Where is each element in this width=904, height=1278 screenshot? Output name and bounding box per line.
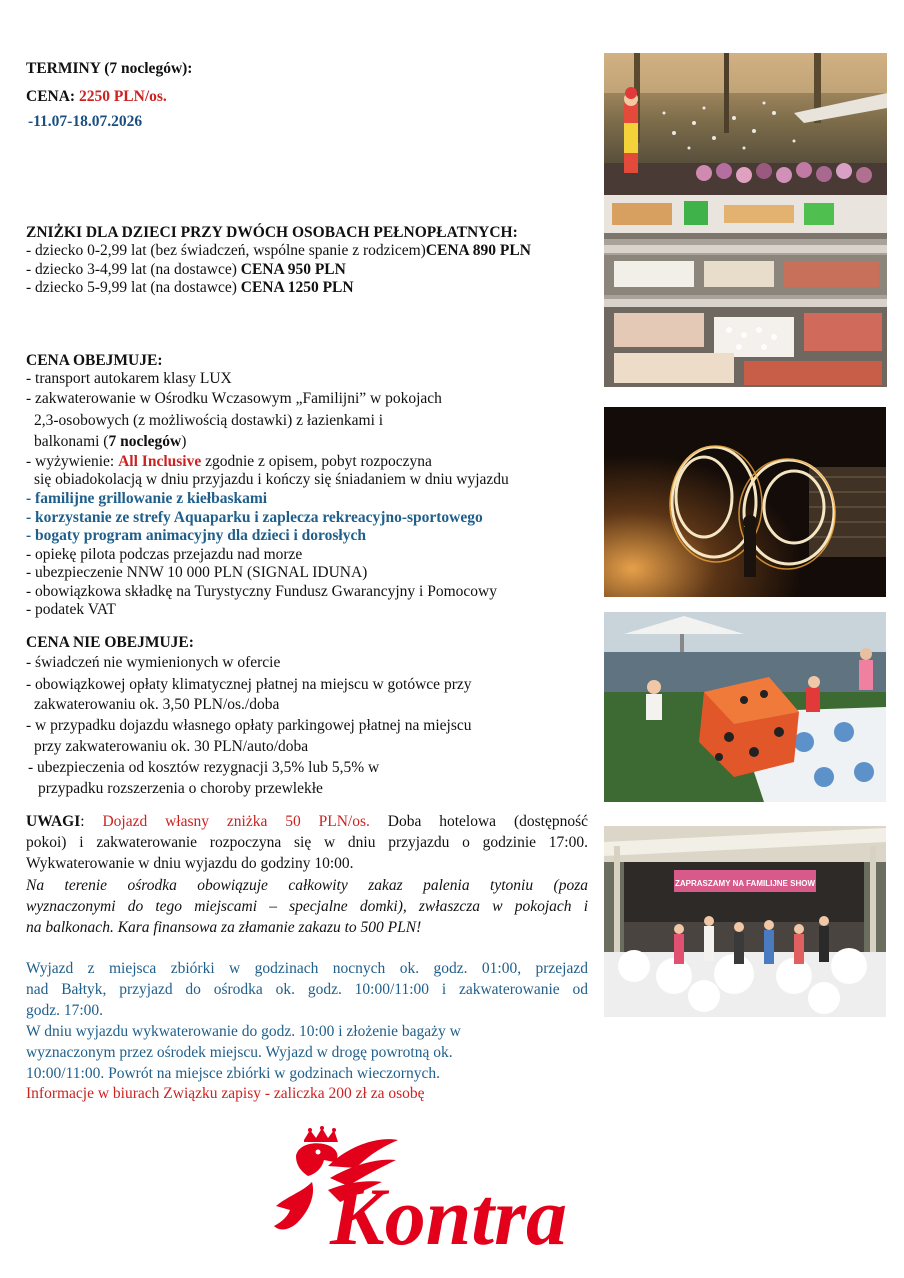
list-item: - korzystanie ze strefy Aquaparku i zaplecza rekreacyjno-sportowego xyxy=(26,509,483,526)
list-item: przy zakwaterowaniu ok. 30 PLN/auto/doba xyxy=(34,738,309,755)
list-item: - obowiązkowa składkę na Turystyczny Fundusz Gwarancyjny i Pomocowy xyxy=(26,583,497,600)
list-item: - familijne grillowanie z kiełbaskami xyxy=(26,490,268,507)
list-item: - wyżywienie: All Inclusive zgodnie z opisem, pobyt rozpoczyna xyxy=(26,453,432,470)
smoking-note: wyznaczonymi do tego miejscami – specjalne domki), zwłaszcza w pokojach i xyxy=(26,898,588,915)
foam-show-photo xyxy=(604,826,886,1017)
list-item: - transport autokarem klasy LUX xyxy=(26,370,232,387)
list-item: - ubezpieczenie NNW 10 000 PLN (SIGNAL IDUNA) xyxy=(26,564,368,581)
includes-title: CENA OBEJMUJE: xyxy=(26,352,163,369)
list-item: 2,3-osobowych (z możliwością dostawki) z łazienkami i xyxy=(34,412,384,429)
games-photo xyxy=(604,612,886,802)
smoking-note: Na terenie ośrodka obowiązuje całkowity zakaz palenia tytoniu (poza xyxy=(26,877,588,894)
list-item: się obiadokolacją w dniu przyjazdu i kończy się śniadaniem w dniu wyjazdu xyxy=(34,471,509,488)
clown-party-photo xyxy=(604,53,887,195)
buffet-photo xyxy=(604,195,887,387)
terminy-heading: TERMINY (7 noclegów): xyxy=(26,60,193,77)
discount-item: - dziecko 0-2,99 lat (bez świadczeń, wspólne spanie z rodzicem)CENA 890 PLN xyxy=(26,242,531,259)
info-line: Informacje w biurach Związku zapisy - zaliczka 200 zł za osobę xyxy=(26,1085,425,1102)
discount-item: - dziecko 5-9,99 lat (na dostawce) CENA 1250 PLN xyxy=(26,279,354,296)
price-line xyxy=(26,88,167,105)
travel-line: godz. 17:00. xyxy=(26,1002,104,1019)
smoking-note: na balkonach. Kara finansowa za złamanie zakazu to 500 PLN! xyxy=(26,919,422,936)
notes-line: UWAGI: Dojazd własny zniżka 50 PLN/os. Doba hotelowa (dostępność xyxy=(26,813,588,830)
list-item: - zakwaterowanie w Ośrodku Wczasowym „Familijni” w pokojach xyxy=(26,390,442,407)
logo-wordmark: Kontra xyxy=(330,1171,567,1262)
uwagi-label: UWAGI xyxy=(26,813,81,830)
stage-banner-text: ZAPRASZAMY NA FAMILIJNE SHOW xyxy=(674,879,816,888)
dates: -11.07-18.07.2026 xyxy=(28,113,143,130)
own-transport-discount: Dojazd własny zniżka 50 PLN/os. xyxy=(102,813,370,830)
fire-show-photo xyxy=(604,407,886,597)
travel-line: Wyjazd z miejsca zbiórki w godzinach nocnych ok. godz. 01:00, przejazd xyxy=(26,960,588,977)
discounts-title: ZNIŻKI DLA DZIECI PRZY DWÓCH OSOBACH PEŁNOPŁATNYCH: xyxy=(26,224,518,241)
kontra-logo xyxy=(268,1126,588,1266)
travel-line: nad Bałtyk, przyjazd do ośrodka ok. godz. 10:00/11:00 i zakwaterowanie od xyxy=(26,981,588,998)
list-item: - bogaty program animacyjny dla dzieci i dorosłych xyxy=(26,527,366,544)
travel-line: W dniu wyjazdu wykwaterowanie do godz. 10:00 i złożenie bagaży w xyxy=(26,1023,461,1040)
list-item: - świadczeń nie wymienionych w ofercie xyxy=(26,654,281,671)
price-label: CENA: xyxy=(26,88,79,105)
discount-item: - dziecko 3-4,99 lat (na dostawce) CENA 950 PLN xyxy=(26,261,346,278)
list-item: balkonami (7 noclegów) xyxy=(34,433,187,450)
list-item: - w przypadku dojazdu własnego opłaty parkingowej płatnej na miejscu xyxy=(26,717,472,734)
list-item: - opiekę pilota podczas przejazdu nad morze xyxy=(26,546,303,563)
travel-line: wyznaczonym przez ośrodek miejscu. Wyjazd w drogę powrotną ok. xyxy=(26,1044,453,1061)
list-item: - podatek VAT xyxy=(26,601,116,618)
notes-line: pokoi) i zakwaterowanie rozpoczyna się w dniu przyjazdu o godzinie 17:00. xyxy=(26,834,588,851)
notes-line: Wykwaterowanie w dniu wyjazdu do godziny 10:00. xyxy=(26,855,354,872)
travel-line: 10:00/11:00. Powrót na miejsce zbiórki w godzinach wieczornych. xyxy=(26,1065,440,1082)
list-item: - ubezpieczenia od kosztów rezygnacji 3,5% lub 5,5% w xyxy=(28,759,380,776)
list-item: zakwaterowaniu ok. 3,50 PLN/os./doba xyxy=(34,696,280,713)
price-value: 2250 PLN/os. xyxy=(78,88,167,105)
excludes-title: CENA NIE OBEJMUJE: xyxy=(26,634,194,651)
list-item: - obowiązkowej opłaty klimatycznej płatnej na miejscu w gotówce przy xyxy=(26,676,472,693)
list-item: przypadku rozszerzenia o choroby przewlekłe xyxy=(38,780,323,797)
